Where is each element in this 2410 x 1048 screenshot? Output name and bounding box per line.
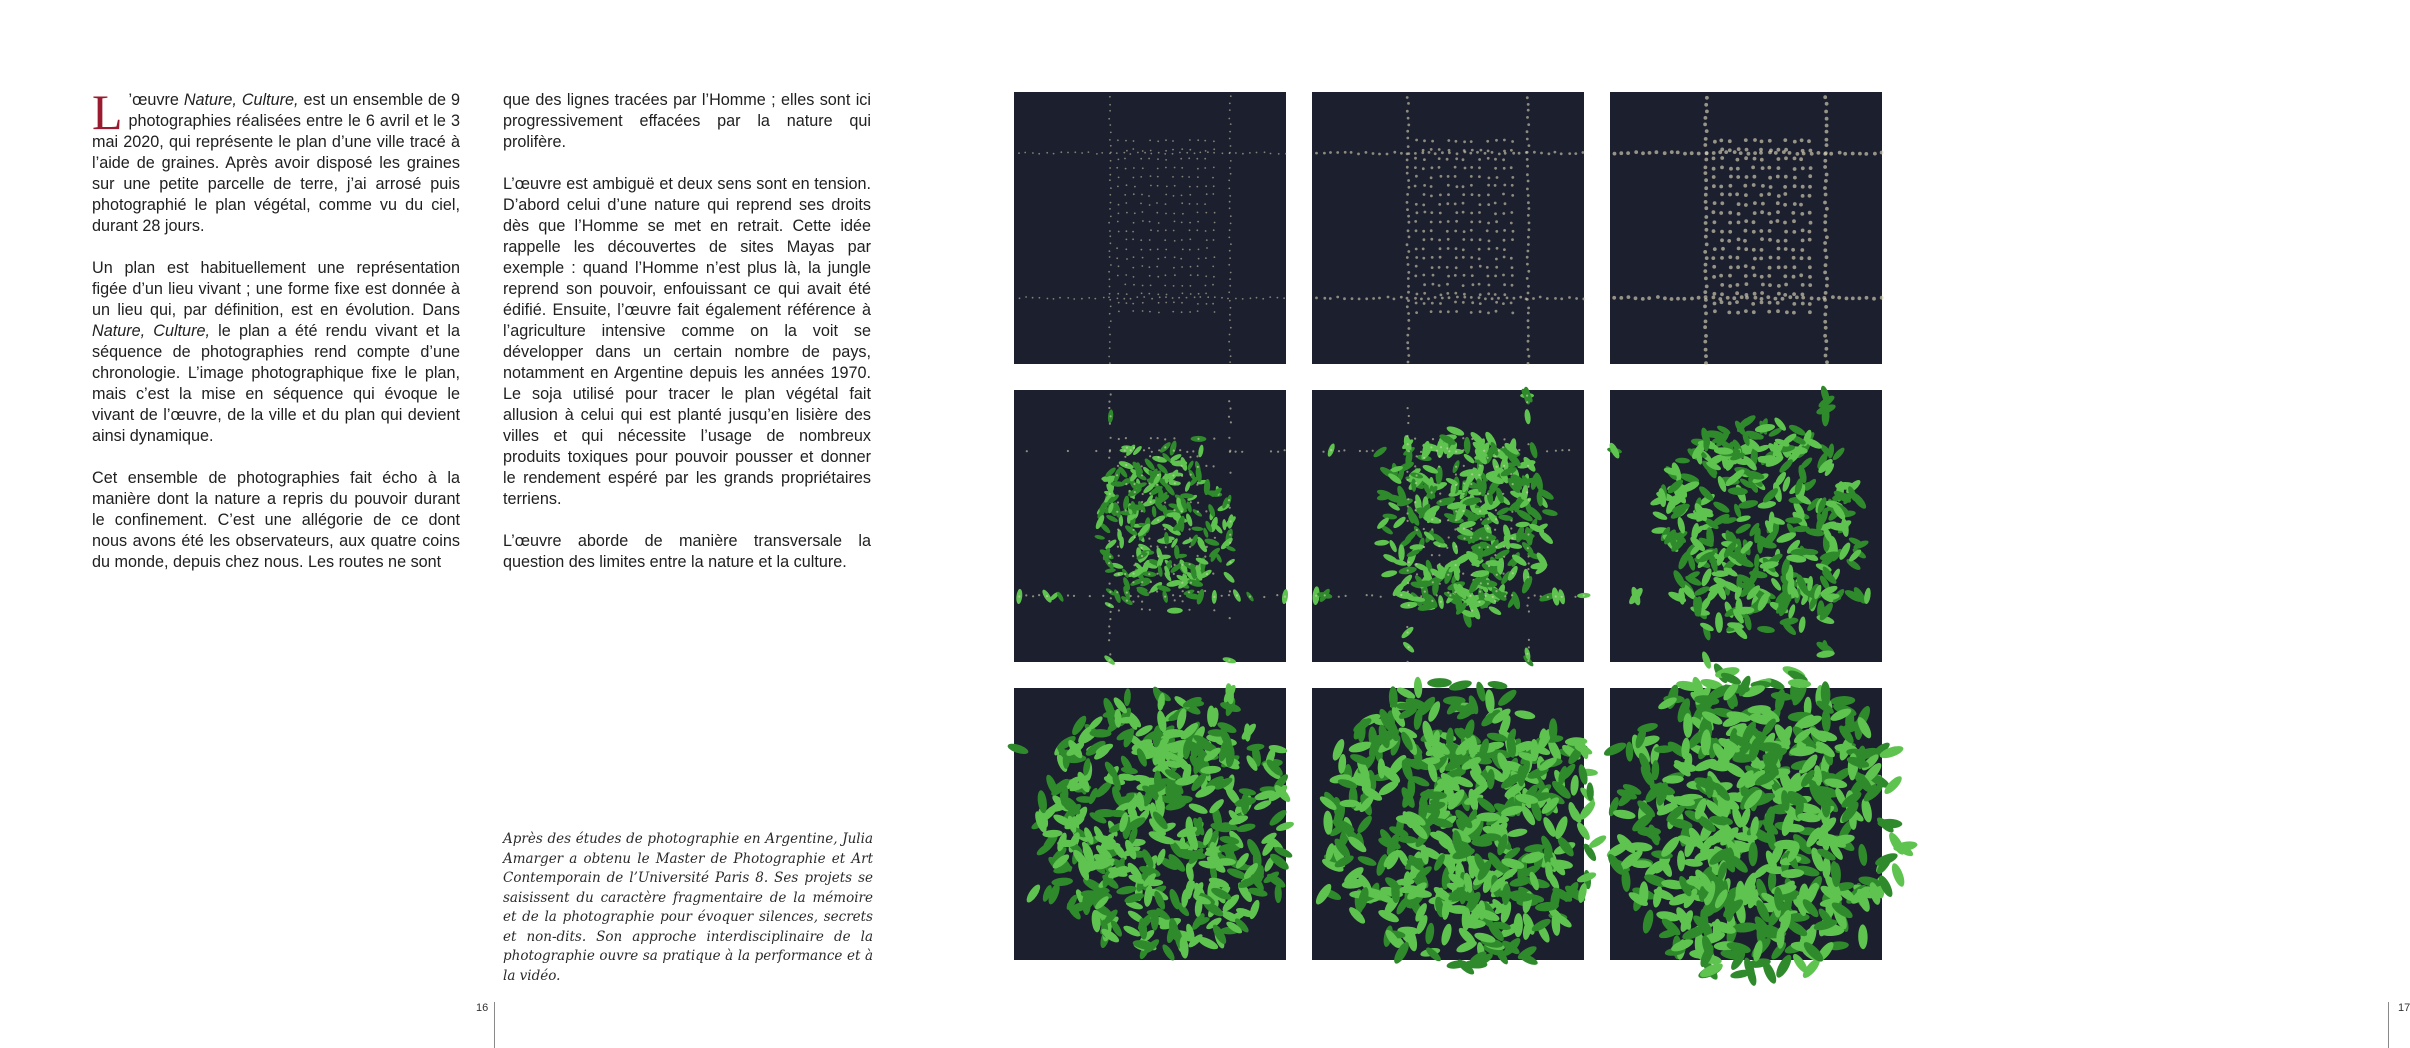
plant-plan-photo	[1610, 688, 1882, 960]
paragraph-echo: Cet ensemble de photographies fait écho à la manière dont la nature a repris du pouvoir durant le confinement. C’est une allégorie de ce dont nous avons été les observateurs, aux quatre coins du monde, depuis chez nous. Les routes ne sont	[92, 469, 460, 571]
text-column-2	[503, 90, 871, 594]
photo-drawing	[1014, 688, 1286, 960]
photo-drawing	[1610, 688, 1882, 960]
text-run: ’œuvre	[128, 91, 184, 109]
photo-drawing	[1014, 390, 1286, 662]
plant-plan-photo	[1610, 390, 1882, 662]
text-column-1	[92, 84, 460, 594]
plant-plan-photo	[1312, 688, 1584, 960]
paragraph-limits: L’œuvre aborde de manière transversale la question des limites entre la nature et la culture.	[503, 532, 871, 571]
text-run: Un plan est habituellement une représentation figée d’un lieu vivant ; une forme fixe est donnée à un lieu qui, par définition, est en évolution. Dans	[92, 259, 460, 319]
plant-plan-photo	[1014, 688, 1286, 960]
page-number-left: 16	[476, 1002, 489, 1014]
photo-drawing	[1610, 92, 1882, 364]
text-run: le plan a été rendu vivant et la séquence de photographies rend compte d’une chronologie. L’image photographique fixe le plan, mais c’est la mise en séquence qui évoque le vivant de l’œuvre, de la ville et du plan qui devient ainsi dynamique.	[92, 322, 460, 445]
plant-plan-photo	[1014, 92, 1286, 364]
text-run: est un ensemble de 9 photographies réalisées entre le 6 avril et le 3 mai 2020, qui représente le plan d’une ville tracé à l’aide de graines. Après avoir disposé les graines sur une petite parcelle de terre, j’ai arrosé puis photographié le plan végétal, comme vu du ciel, durant 28 jours.	[92, 91, 460, 235]
plant-plan-photo	[1312, 390, 1584, 662]
artist-bio: Après des études de photographie en Argentine, Julia Amarger a obtenu le Master de Photographie et Art Contemporain de l’Université Paris 8. Ses projets se saisissent du caractère fragmentaire de la mémoire et de la photographie pour évoquer silences, secrets et non-dits. Son approche interdisciplinaire de la photographie ouvre sa pratique à la performance et à la vidéo.	[503, 831, 873, 984]
paragraph-intro	[92, 84, 460, 237]
paragraph-ambiguity: L’œuvre est ambiguë et deux sens sont en tension. D’abord celui d’une nature qui reprend ses droits dès que l’Homme se met en retrait. Cette idée rappelle les découvertes de sites Mayas par exemple : quand l’Homme n’est plus là, la jungle reprend son pouvoir, enfouissant ce qui avait été édifié. Ensuite, l’œuvre fait également référence à l’agriculture intensive comme on la voit se développer dans un certain nombre de pays, notamment en Argentine depuis les années 1970. Le soja utilisé pour tracer le plan végétal fait allusion à celui qui est planté jusqu’en lisière des villes et qui nécessite l’usage de nombreux produits toxiques pour pouvoir pousser et donner le rendement espéré par les grands propriétaires terriens.	[503, 175, 871, 508]
photo-drawing	[1312, 390, 1584, 662]
plant-plan-photo	[1014, 390, 1286, 662]
drop-cap: L	[92, 84, 123, 140]
photo-drawing	[1312, 688, 1584, 960]
paragraph-plan	[92, 258, 460, 447]
page-number-right: 17	[2398, 1002, 2410, 1014]
plant-plan-photo	[1312, 92, 1584, 364]
left-page	[0, 0, 960, 1048]
plant-plan-photo	[1610, 92, 1882, 364]
folio-rule-left	[494, 1002, 495, 1048]
artwork-title: Nature, Culture,	[183, 91, 299, 109]
photo-drawing	[1610, 390, 1882, 662]
artwork-title: Nature, Culture,	[92, 322, 210, 340]
photo-drawing	[1014, 92, 1286, 364]
paragraph-roads: que des lignes tracées par l’Homme ; elles sont ici progressivement effacées par la nature qui prolifère.	[503, 91, 871, 151]
photo-drawing	[1312, 92, 1584, 364]
folio-rule-right	[2388, 1002, 2389, 1048]
